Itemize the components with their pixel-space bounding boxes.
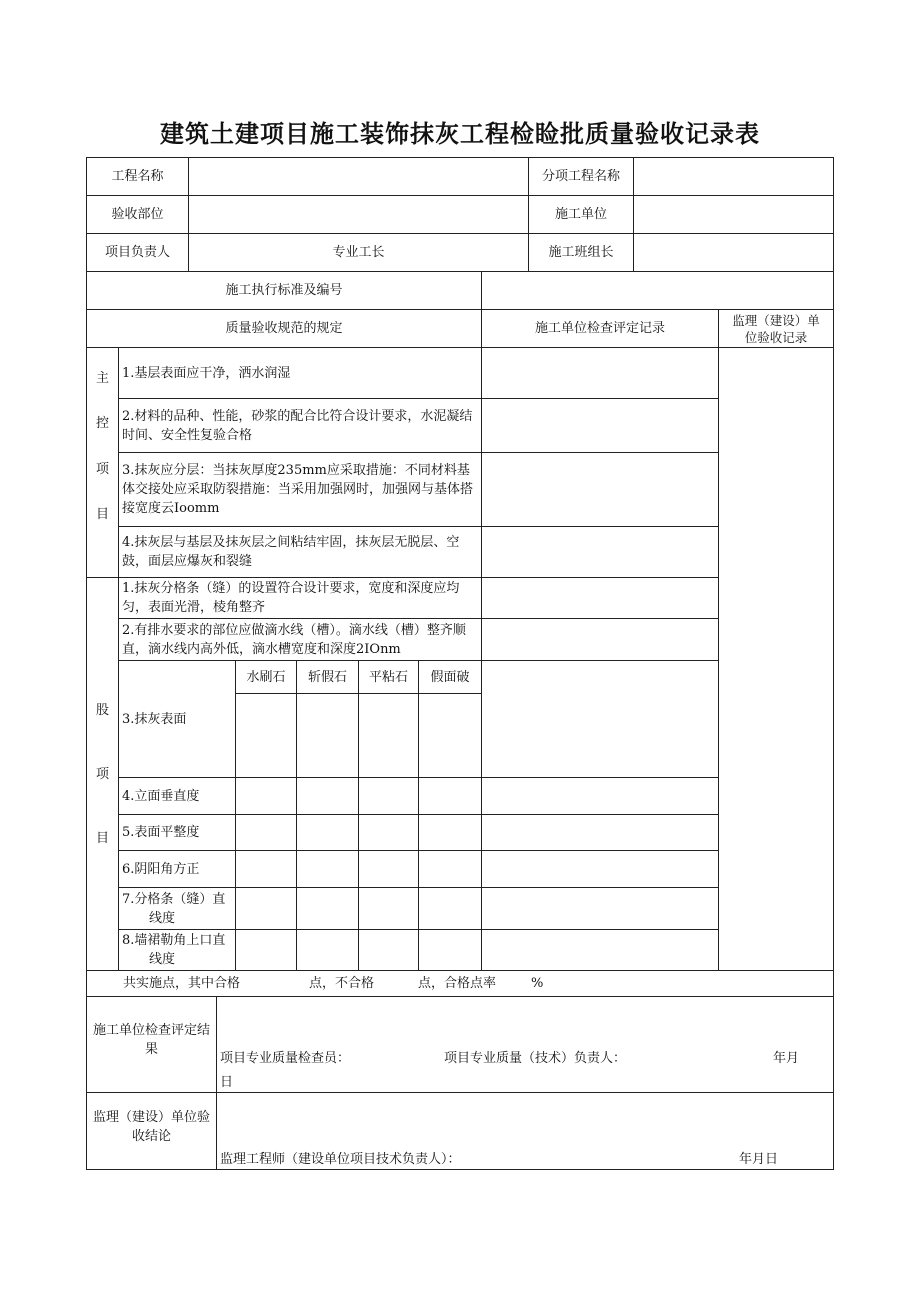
general-item-4-record[interactable] xyxy=(481,777,719,815)
summary-row xyxy=(86,970,834,997)
unit-check-label: 施工单位检查评定记录 xyxy=(481,309,719,348)
measure-cell[interactable] xyxy=(296,887,359,930)
general-char: 目 xyxy=(95,830,109,846)
general-label xyxy=(86,577,119,971)
measure-cell[interactable] xyxy=(418,814,482,851)
main-item-4-record[interactable] xyxy=(481,526,719,578)
main-item-4: 4.抹灰层与基层及抹灰层之间粘结牢固，抹灰层无脱层、空鼓，面层应爆灰和裂缝 xyxy=(118,526,482,578)
measure-cell[interactable] xyxy=(235,929,297,971)
measure-cell[interactable] xyxy=(296,850,359,888)
project-name-field[interactable] xyxy=(188,157,529,196)
main-item-2: 2.材料的品种、性能，砂浆的配合比符合设计要求，水泥凝结时间、安全性复验合格 xyxy=(118,398,482,453)
main-item-3-record[interactable] xyxy=(481,452,719,527)
summary-percent: % xyxy=(531,976,544,991)
construction-result-label: 施工单位检查评定结果 xyxy=(86,996,217,1093)
quality-inspector-label: 项目专业质量检查员： xyxy=(220,1051,351,1066)
general-item-7: 7.分格条（缝）直线度 xyxy=(118,887,236,930)
measure-cell[interactable] xyxy=(296,929,359,971)
general-item-7-record[interactable] xyxy=(481,887,719,930)
measure-cell[interactable] xyxy=(235,887,297,930)
general-item-2: 2.有排水要求的部位应做滴水线（槽）。滴水线（槽）整齐顺直，滴水线内高外低，滴水槽宽度和深度2IOnm xyxy=(118,618,482,661)
general-item-5-record[interactable] xyxy=(481,814,719,851)
finish-type-cell[interactable] xyxy=(418,693,482,778)
summary-total: 共实施点，其中合格 xyxy=(123,976,241,991)
general-item-6-record[interactable] xyxy=(481,850,719,888)
finish-type-header: 斩假石 xyxy=(296,660,359,694)
main-item-2-record[interactable] xyxy=(481,398,719,453)
construction-date-day: 日 xyxy=(220,1075,234,1090)
general-item-1: 1.抹灰分格条（缝）的设置符合设计要求，宽度和深度应均匀，表面光滑，棱角整齐 xyxy=(118,577,482,619)
spec-label: 质量验收规范的规定 xyxy=(86,309,482,348)
main-control-char: 目 xyxy=(95,506,109,522)
general-item-2-record[interactable] xyxy=(481,618,719,661)
finish-type-cell[interactable] xyxy=(235,693,297,778)
measure-cell[interactable] xyxy=(235,814,297,851)
main-item-3: 3.抹灰应分层：当抹灰厚度235mm应采取措施：不同材料基体交接处应采取防裂措施：当采用加强网时，加强网与基体搭接宽度云Ioomm xyxy=(118,452,482,527)
acceptance-part-label: 验收部位 xyxy=(86,195,189,234)
general-item-1-record[interactable] xyxy=(481,577,719,619)
form-title: 建筑土建项目施工装饰抹灰工程检睑批质量验收记录表 xyxy=(160,120,760,148)
measure-cell[interactable] xyxy=(296,814,359,851)
measure-cell[interactable] xyxy=(235,777,297,815)
measure-cell[interactable] xyxy=(358,887,419,930)
summary-unqualified: 点，不合格 xyxy=(309,976,375,991)
standard-field[interactable] xyxy=(481,271,834,310)
sub-project-name-field[interactable] xyxy=(633,157,834,196)
summary-rate: 点，合格点率 xyxy=(418,976,497,991)
measure-cell[interactable] xyxy=(235,850,297,888)
general-item-4: 4.立面垂直度 xyxy=(118,777,236,815)
general-item-3: 3.抹灰表面 xyxy=(118,660,236,778)
standard-label: 施工执行标准及编号 xyxy=(86,271,482,310)
supervisor-record-label: 监理（建设）单位验收记录 xyxy=(718,309,834,348)
general-char: 项 xyxy=(95,766,109,782)
team-leader-field[interactable] xyxy=(633,233,834,272)
acceptance-part-field[interactable] xyxy=(188,195,529,234)
finish-type-header: 水刷石 xyxy=(235,660,297,694)
construction-unit-field[interactable] xyxy=(633,195,834,234)
construction-unit-label: 施工单位 xyxy=(528,195,634,234)
measure-cell[interactable] xyxy=(418,850,482,888)
construction-result-field[interactable] xyxy=(216,996,834,1093)
main-control-char: 项 xyxy=(95,461,109,477)
finish-type-header: 假面破 xyxy=(418,660,482,694)
team-leader-label: 施工班组长 xyxy=(528,233,634,272)
tech-leader-label: 项目专业质量（技术）负责人： xyxy=(444,1051,627,1066)
measure-cell[interactable] xyxy=(358,814,419,851)
finish-type-cell[interactable] xyxy=(358,693,419,778)
general-char: 股 xyxy=(95,702,109,718)
supervision-date-label: 年月日 xyxy=(739,1152,779,1167)
measure-cell[interactable] xyxy=(418,777,482,815)
finish-type-cell[interactable] xyxy=(296,693,359,778)
measure-cell[interactable] xyxy=(358,929,419,971)
supervisor-record-field[interactable] xyxy=(718,347,834,971)
project-name-label: 工程名称 xyxy=(86,157,189,196)
inspection-form xyxy=(86,157,834,1170)
main-control-label xyxy=(86,347,119,578)
measure-cell[interactable] xyxy=(418,929,482,971)
main-control-char: 控 xyxy=(95,416,109,432)
construction-date-label: 年月 xyxy=(773,1051,800,1066)
measure-cell[interactable] xyxy=(296,777,359,815)
general-item-8: 8.墙裙勒角上口直线度 xyxy=(118,929,236,971)
main-item-1: 1.基层表面应干净，洒水润湿 xyxy=(118,347,482,399)
general-item-8-record[interactable] xyxy=(481,929,719,971)
supervising-engineer-label: 监理工程师（建设单位项目技术负责人）： xyxy=(220,1152,461,1167)
measure-cell[interactable] xyxy=(358,777,419,815)
main-item-1-record[interactable] xyxy=(481,347,719,399)
supervision-result-label: 监理（建设）单位验收结论 xyxy=(86,1092,217,1170)
project-leader-label: 项目负责人 xyxy=(86,233,189,272)
sub-project-name-label: 分项工程名称 xyxy=(528,157,634,196)
foreman-label: 专业工长 xyxy=(188,233,529,272)
general-item-3-record[interactable] xyxy=(481,660,719,778)
measure-cell[interactable] xyxy=(418,887,482,930)
main-control-char: 主 xyxy=(95,371,109,387)
measure-cell[interactable] xyxy=(358,850,419,888)
supervision-result-field[interactable] xyxy=(216,1092,834,1170)
general-item-5: 5.表面平整度 xyxy=(118,814,236,851)
finish-type-header: 平粘石 xyxy=(358,660,419,694)
general-item-6: 6.阴阳角方正 xyxy=(118,850,236,888)
